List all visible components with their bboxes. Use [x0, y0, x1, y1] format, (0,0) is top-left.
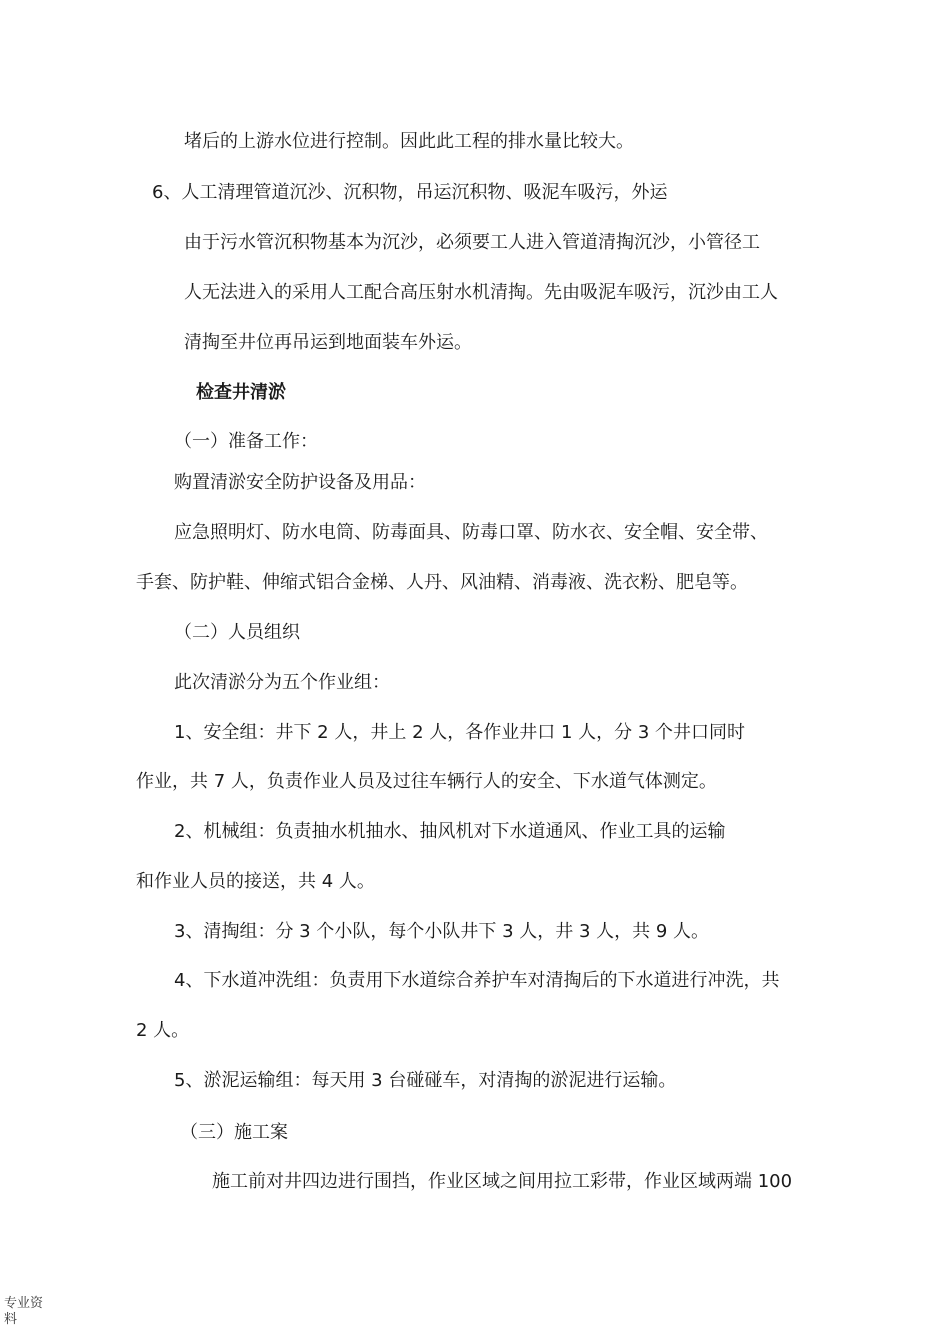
subsection-heading: （二）人员组织 — [174, 622, 300, 643]
subsection-heading: （三）施工案 — [180, 1122, 288, 1143]
subsection-heading: （一）准备工作： — [174, 431, 318, 452]
list-item: 4、下水道冲洗组：负责用下水道综合养护车对清掏后的下水道进行冲洗，共 — [174, 970, 780, 991]
body-text-line: 应急照明灯、防水电筒、防毒面具、防毒口罩、防水衣、安全帽、安全带、 — [174, 522, 768, 543]
body-text-line: 购置清淤安全防护设备及用品： — [174, 472, 426, 493]
body-text-line: 人无法进入的采用人工配合高压射水机清掏。先由吸泥车吸污，沉沙由工人 — [184, 282, 778, 303]
body-text-line: 作业，共 7 人，负责作业人员及过往车辆行人的安全、下水道气体测定。 — [136, 771, 717, 792]
page-footer-label: 专业资料 — [4, 1296, 44, 1327]
list-item: 1、安全组：井下 2 人，井上 2 人，各作业井口 1 人，分 3 个井口同时 — [174, 722, 746, 743]
list-item: 2、机械组：负责抽水机抽水、抽风机对下水道通风、作业工具的运输 — [174, 821, 726, 842]
list-item: 3、清掏组：分 3 个小队，每个小队井下 3 人，井 3 人，共 9 人。 — [174, 921, 710, 942]
body-text-line: 2 人。 — [136, 1020, 190, 1041]
body-text-line: 由于污水管沉积物基本为沉沙，必须要工人进入管道清掏沉沙，小管径工 — [184, 232, 760, 253]
body-text-line: 手套、防护鞋、伸缩式铝合金梯、人丹、风油精、消毒液、洗衣粉、肥皂等。 — [136, 572, 748, 593]
body-text-line: 和作业人员的接送，共 4 人。 — [136, 871, 375, 892]
section-heading: 检查井清淤 — [196, 382, 286, 403]
body-text-line: 施工前对井四边进行围挡，作业区域之间用拉工彩带，作业区域两端 100 — [212, 1171, 793, 1192]
list-item: 5、淤泥运输组：每天用 3 台碰碰车，对清掏的淤泥进行运输。 — [174, 1070, 677, 1091]
body-text-line: 清掏至井位再吊运到地面装车外运。 — [184, 332, 472, 353]
numbered-item-heading: 6、人工清理管道沉沙、沉积物，吊运沉积物、吸泥车吸污，外运 — [152, 182, 668, 203]
body-text-line: 此次清淤分为五个作业组： — [174, 672, 390, 693]
body-text-line: 堵后的上游水位进行控制。因此此工程的排水量比较大。 — [184, 131, 634, 152]
